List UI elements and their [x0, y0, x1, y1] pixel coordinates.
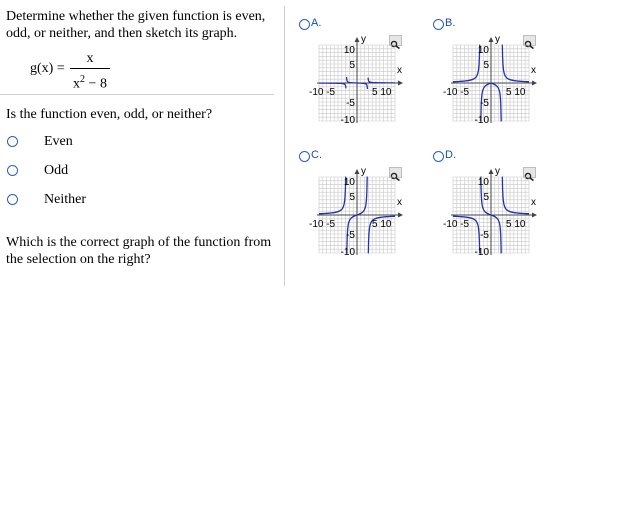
- tick-label: -10: [340, 247, 355, 258]
- choice-c[interactable]: [299, 147, 415, 267]
- x-axis-arrow: [532, 213, 537, 218]
- tick-label: 10: [477, 177, 489, 188]
- option-label: Even: [44, 134, 73, 149]
- y-axis-label: y: [361, 166, 366, 177]
- x-axis-label: x: [397, 197, 402, 208]
- y-axis-label: y: [495, 34, 500, 45]
- radio-button[interactable]: [7, 136, 18, 147]
- y-axis-arrow: [355, 169, 360, 174]
- radio-button[interactable]: [433, 151, 444, 162]
- y-axis-arrow: [489, 169, 494, 174]
- x-axis-arrow: [398, 81, 403, 86]
- choice-label: B.: [445, 17, 456, 29]
- choice-label: A.: [311, 17, 322, 29]
- function-graph: [433, 33, 543, 133]
- tick-label: -10 -5: [309, 219, 336, 230]
- x-axis-arrow: [398, 213, 403, 218]
- tick-label: 10: [477, 45, 489, 56]
- function-fraction: [70, 50, 110, 92]
- tick-label: 5 10: [506, 219, 526, 230]
- x-axis-label: x: [397, 65, 402, 76]
- tick-label: 5: [483, 192, 489, 203]
- radio-button[interactable]: [433, 19, 444, 30]
- tick-label: 5 10: [506, 87, 526, 98]
- function-graph: [299, 165, 409, 265]
- y-axis-label: y: [361, 34, 366, 45]
- function-graph: [433, 165, 543, 265]
- function-graph: [299, 33, 409, 133]
- radio-button[interactable]: [299, 19, 310, 30]
- tick-label: -5: [480, 230, 489, 241]
- graph-question: Which is the correct graph of the function from the selection on the right?: [6, 235, 272, 267]
- numerator: x: [86, 51, 94, 66]
- denominator-base: x: [73, 76, 81, 92]
- tick-label: 5: [483, 60, 489, 71]
- choice-label: D.: [445, 149, 456, 161]
- choice-b[interactable]: [433, 15, 549, 135]
- tick-label: 5: [349, 60, 355, 71]
- parity-question: Is the function even, odd, or neither?: [6, 107, 213, 122]
- x-axis-arrow: [532, 81, 537, 86]
- divider: [0, 94, 274, 95]
- option-label: Neither: [44, 192, 86, 207]
- choice-label: C.: [311, 149, 322, 161]
- denominator-exponent: 2: [80, 74, 86, 85]
- radio-button[interactable]: [299, 151, 310, 162]
- fraction-bar: [70, 68, 110, 69]
- question-panel: [0, 0, 284, 286]
- tick-label: -5: [480, 98, 489, 109]
- tick-label: -10 -5: [443, 219, 470, 230]
- option-label: Odd: [44, 163, 69, 178]
- choice-d[interactable]: [433, 147, 549, 267]
- function-lhs: g(x) =: [30, 61, 65, 76]
- radio-button[interactable]: [7, 194, 18, 205]
- tick-label: -5: [346, 98, 355, 109]
- tick-label: 5 10: [372, 219, 392, 230]
- panel-divider: [284, 6, 285, 286]
- radio-button[interactable]: [7, 165, 18, 176]
- tick-label: -10: [474, 247, 489, 258]
- tick-label: -10: [340, 115, 355, 126]
- tick-label: 10: [343, 177, 355, 188]
- tick-label: 5 10: [372, 87, 392, 98]
- x-axis-label: x: [531, 197, 536, 208]
- tick-label: 5: [349, 192, 355, 203]
- tick-label: -10 -5: [443, 87, 470, 98]
- y-axis-label: y: [495, 166, 500, 177]
- denominator: [70, 71, 110, 92]
- denominator-rest: − 8: [85, 76, 107, 92]
- question-prompt: Determine whether the given function is even, odd, or neither, and then sketch its graph.: [6, 9, 266, 41]
- tick-label: -10: [474, 115, 489, 126]
- x-axis-label: x: [531, 65, 536, 76]
- y-axis-arrow: [489, 37, 494, 42]
- tick-label: -5: [346, 230, 355, 241]
- y-axis-arrow: [355, 37, 360, 42]
- tick-label: -10 -5: [309, 87, 336, 98]
- choice-a[interactable]: [299, 15, 415, 135]
- tick-label: 10: [343, 45, 355, 56]
